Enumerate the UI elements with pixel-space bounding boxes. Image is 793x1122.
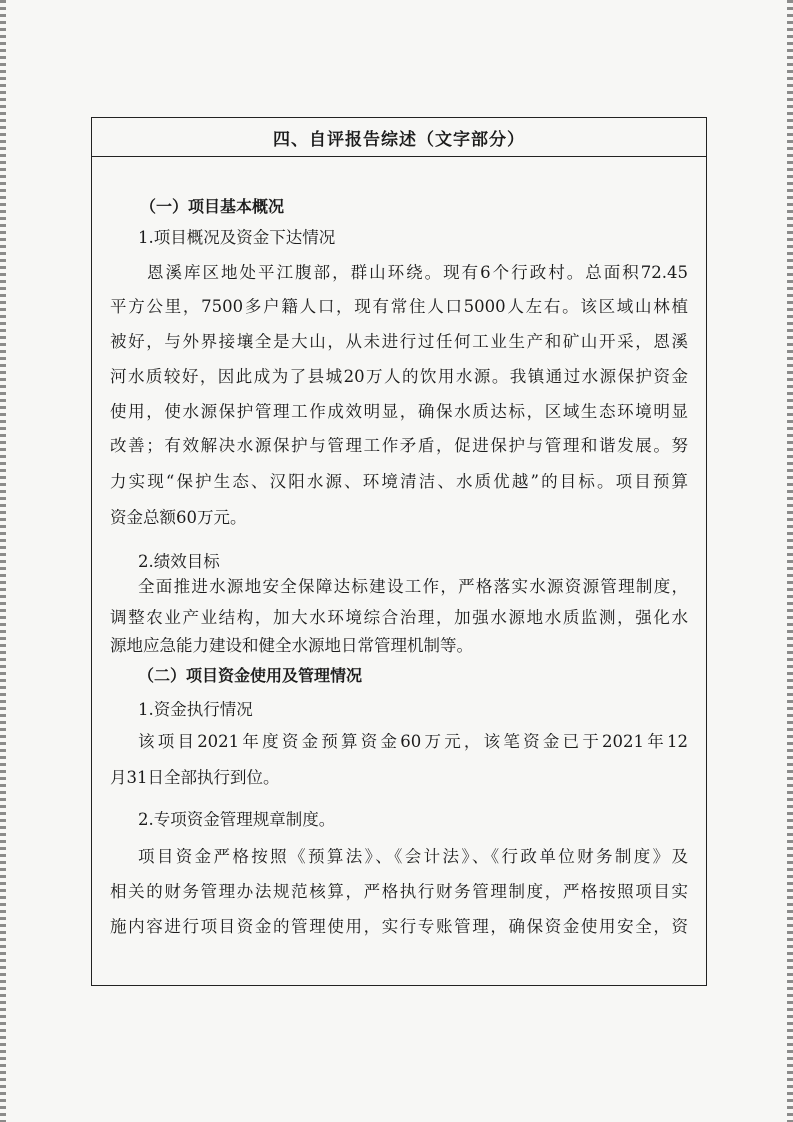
report-table-frame xyxy=(91,117,707,986)
para1-line: 力实现“保护生态、汉阳水源、环境清洁、水质优越”的目标。项目预算 xyxy=(110,472,688,491)
para1-line: 使用，使水源保护管理工作成效明显，确保水质达标，区域生态环境明显 xyxy=(110,402,688,421)
para1-line: 河水质较好，因此成为了县城20万人的饮用水源。我镇通过水源保护资金 xyxy=(110,367,688,386)
para4-line: 施内容进行项目资金的管理使用，实行专账管理，确保资金使用安全，资 xyxy=(110,917,688,936)
sub2-heading: 2.绩效目标 xyxy=(138,552,220,571)
para2-line: 调整农业产业结构，加大水环境综合治理，加强水源地水质监测，强化水 xyxy=(110,608,688,627)
section1-heading: （一）项目基本概况 xyxy=(140,197,285,216)
para1-line: 改善；有效解决水源保护与管理工作矛盾，促进保护与管理和谐发展。努 xyxy=(110,436,688,455)
scan-edge-left xyxy=(0,0,6,1122)
para1-line: 恩溪库区地处平江腹部，群山环绕。现有6个行政村。总面积72.45 xyxy=(147,263,688,282)
section2-heading: （二）项目资金使用及管理情况 xyxy=(138,666,363,685)
para1-line: 资金总额60万元。 xyxy=(110,508,247,527)
sub4-heading: 2.专项资金管理规章制度。 xyxy=(138,810,336,829)
para3-line: 月31日全部执行到位。 xyxy=(110,768,280,787)
para4-line: 项目资金严格按照《预算法》、《会计法》、《行政单位财务制度》及 xyxy=(138,847,688,866)
para1-line: 平方公里，7500多户籍人口，现有常住人口5000人左右。该区域山林植 xyxy=(110,297,688,316)
para2-line: 全面推进水源地安全保障达标建设工作，严格落实水源资源管理制度， xyxy=(138,577,688,596)
para4-line: 相关的财务管理办法规范核算，严格执行财务管理制度，严格按照项目实 xyxy=(110,882,688,901)
header-row xyxy=(92,118,706,157)
sub1-heading: 1.项目概况及资金下达情况 xyxy=(138,228,336,247)
para2-line: 源地应急能力建设和健全水源地日常管理机制等。 xyxy=(110,636,473,655)
sub3-heading: 1.资金执行情况 xyxy=(138,700,253,719)
scan-edge-right xyxy=(787,0,793,1122)
para3-line: 该项目2021年度资金预算资金60万元，该笔资金已于2021年12 xyxy=(138,732,688,751)
page-title: 四、自评报告综述（文字部分） xyxy=(273,130,525,150)
para1-line: 被好，与外界接壤全是大山，从未进行过任何工业生产和矿山开采，恩溪 xyxy=(110,332,688,351)
